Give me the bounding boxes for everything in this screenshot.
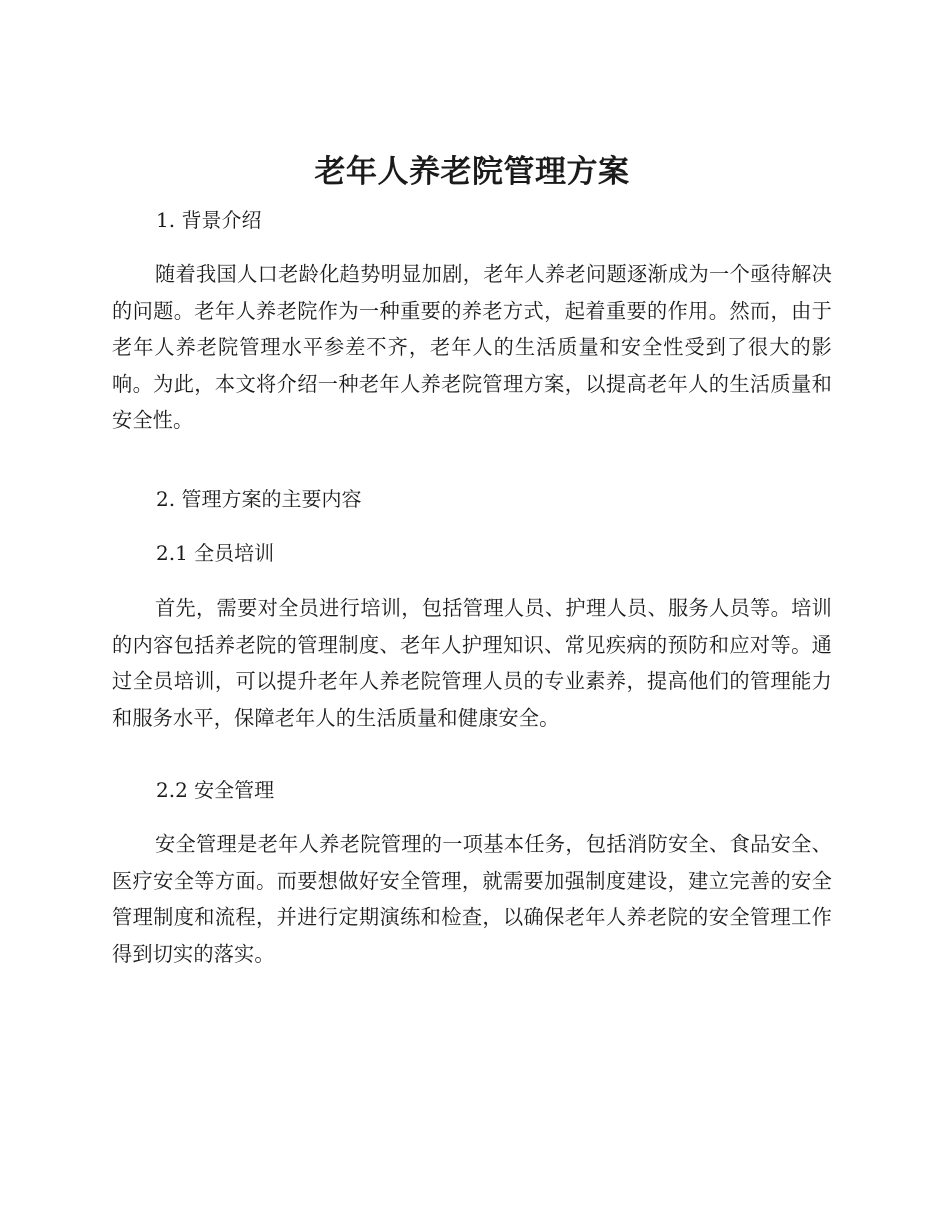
section-heading-safety-management: 2.2 安全管理 bbox=[156, 778, 275, 802]
section-heading-main-content: 2. 管理方案的主要内容 bbox=[156, 487, 362, 511]
section-heading-staff-training: 2.1 全员培训 bbox=[156, 541, 275, 565]
paragraph-safety-management: 安全管理是老年人养老院管理的一项基本任务，包括消防安全、食品安全、医疗安全等方面。而要想做好安全管理，就需要加强制度建设，建立完善的安全管理制度和流程，并进行定期演练和检查，以确保老年人养老院的安全管理工作得到切实的落实。 bbox=[112, 832, 832, 966]
paragraph-staff-training: 首先，需要对全员进行培训，包括管理人员、护理人员、服务人员等。培训的内容包括养老院的管理制度、老年人护理知识、常见疾病的预防和应对等。通过全员培训，可以提升老年人养老院管理人员的专业素养，提高他们的管理能力和服务水平，保障老年人的生活质量和健康安全。 bbox=[112, 596, 832, 730]
document-title: 老年人养老院管理方案 bbox=[314, 154, 630, 190]
section-heading-background: 1. 背景介绍 bbox=[156, 208, 262, 232]
paragraph-background: 随着我国人口老龄化趋势明显加剧，老年人养老问题逐渐成为一个亟待解决的问题。老年人养老院作为一种重要的养老方式，起着重要的作用。然而，由于老年人养老院管理水平参差不齐，老年人的生活质量和安全性受到了很大的影响。为此，本文将介绍一种老年人养老院管理方案，以提高老年人的生活质量和安全性。 bbox=[112, 262, 832, 433]
